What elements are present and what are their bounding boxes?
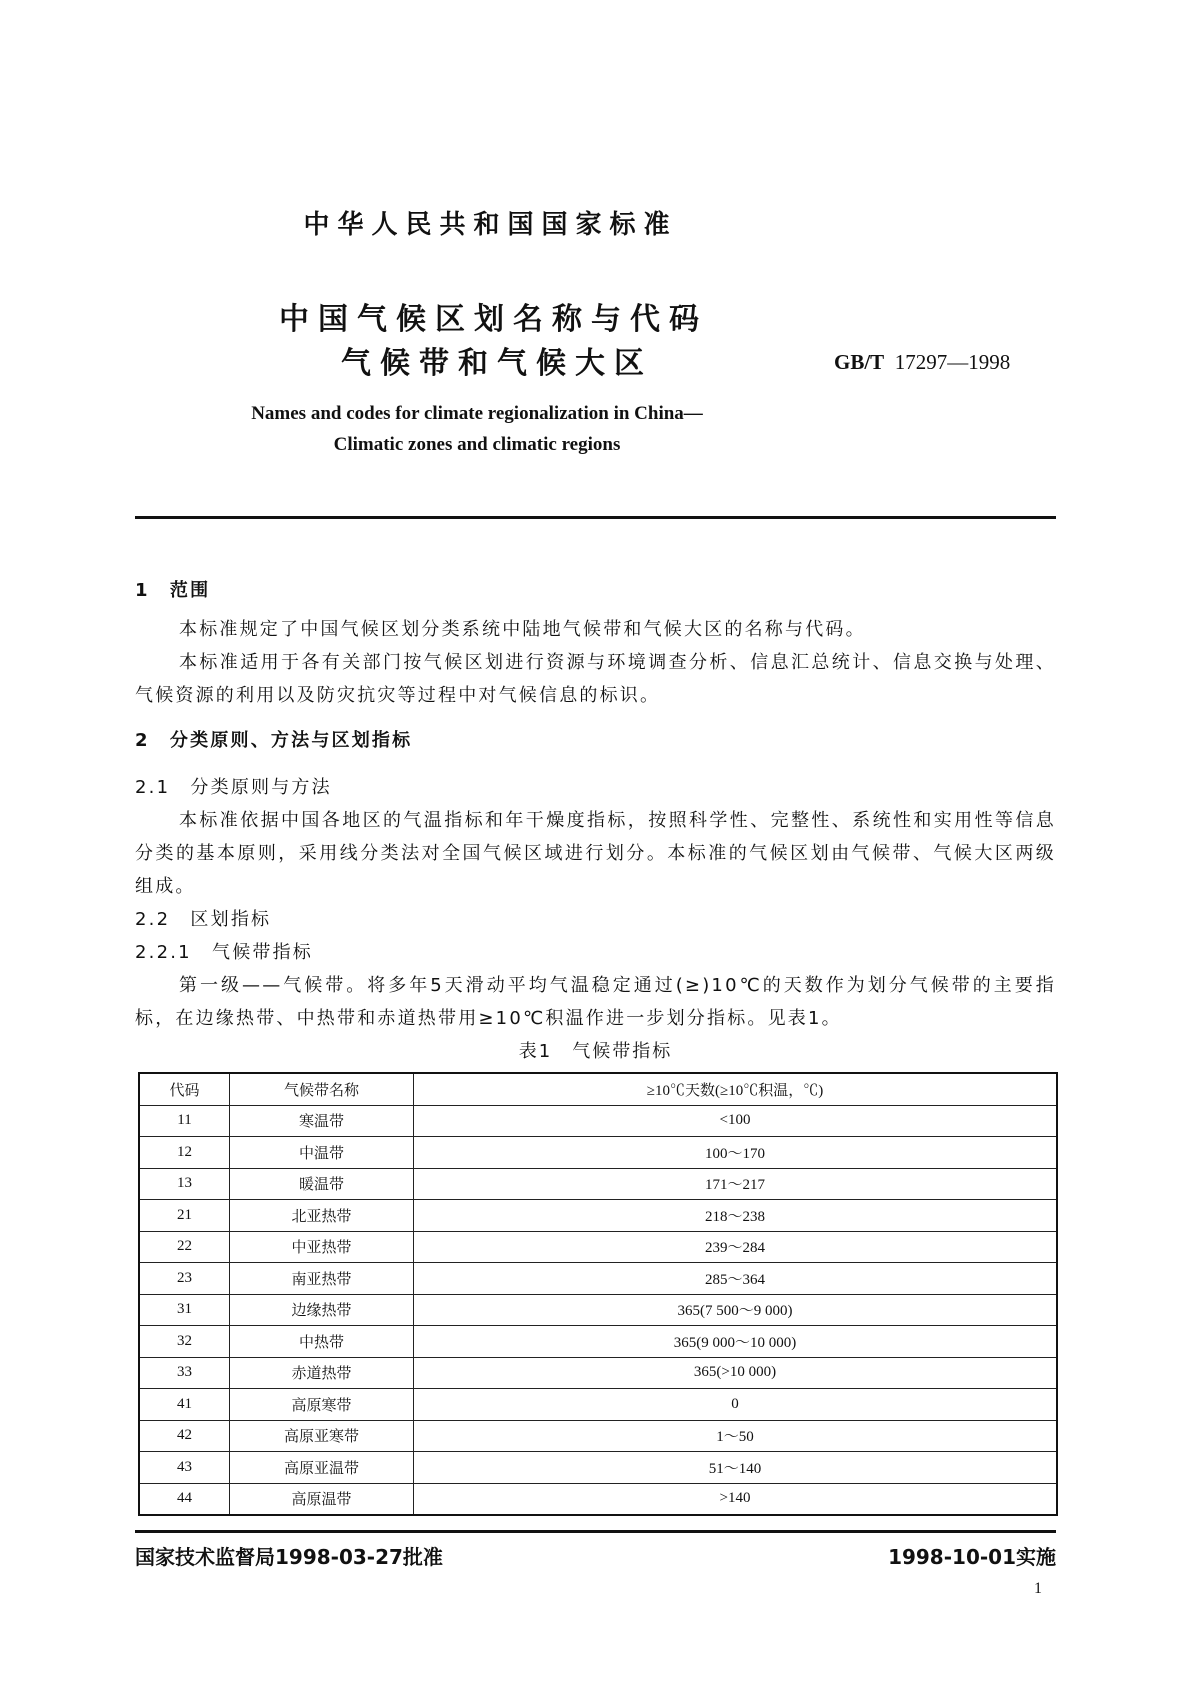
cell-days: 285～364 [414,1263,1058,1295]
english-title-line1: Names and codes for climate regionalization in China— [251,403,703,424]
cell-code: 41 [139,1389,230,1421]
table-row [139,1326,1057,1358]
header-days: ≥10℃天数(≥10℃积温，℃) [414,1073,1058,1105]
cell-zone-name: 高原温带 [230,1483,414,1515]
approval-date: 国家技术监督局1998-03-27批准 [135,1545,443,1569]
standard-code-number: 17297—1998 [894,350,1011,374]
document-title-line2: 气候带和气候大区 [341,346,653,381]
cell-zone-name: 高原亚寒带 [230,1420,414,1452]
section-2-2-1-heading: 2.2.1 气候带指标 [135,942,313,963]
cell-code: 13 [139,1168,230,1200]
table-row [139,1263,1057,1295]
section-2-heading: 2 分类原则、方法与区划指标 [135,730,413,751]
table-row [139,1294,1057,1326]
section-1-paragraph-1: 本标准规定了中国气候区划分类系统中陆地气候带和气候大区的名称与代码。 [179,619,866,640]
header-zone-name: 气候带名称 [230,1073,414,1105]
table-row [139,1389,1057,1421]
national-standard-text: 中华人民共和国国家标准 [303,210,678,240]
implementation-date: 1998-10-01实施 [888,1545,1056,1569]
cell-days: 100～170 [414,1137,1058,1169]
cell-code: 21 [139,1200,230,1232]
cell-zone-name: 高原寒带 [230,1389,414,1421]
table-1-caption: 表1 气候带指标 [518,1041,673,1062]
header-divider [135,516,1056,519]
cell-zone-name: 赤道热带 [230,1357,414,1389]
cell-code: 22 [139,1231,230,1263]
cell-code: 12 [139,1137,230,1169]
cell-code: 23 [139,1263,230,1295]
cell-zone-name: 中亚热带 [230,1231,414,1263]
cell-zone-name: 寒温带 [230,1105,414,1137]
cell-days: 51～140 [414,1452,1058,1484]
section-2-1-heading: 2.1 分类原则与方法 [135,777,332,798]
cell-days: 171～217 [414,1168,1058,1200]
cell-zone-name: 边缘热带 [230,1294,414,1326]
table-row [139,1420,1057,1452]
cell-days: 239～284 [414,1231,1058,1263]
document-body [135,574,1056,1035]
cell-zone-name: 高原亚温带 [230,1452,414,1484]
cell-days: >140 [414,1483,1058,1515]
table-row [139,1483,1057,1515]
footer-divider [135,1530,1056,1533]
cell-code: 32 [139,1326,230,1358]
table-row [139,1452,1057,1484]
cell-code: 31 [139,1294,230,1326]
climate-zone-table [138,1072,1058,1516]
cell-code: 43 [139,1452,230,1484]
section-2-2-1-paragraph: 第一级——气候带。将多年5天滑动平均气温稳定通过(≥)10℃的天数作为划分气候带的主要指标，在边缘热带、中热带和赤道热带用≥10℃积温作进一步划分指标。见表1。 [135,975,1056,1029]
page-number: 1 [1034,1580,1042,1597]
cell-zone-name: 中热带 [230,1326,414,1358]
standard-code-prefix: GB/T [834,350,885,374]
cell-days: 0 [414,1389,1058,1421]
cell-code: 33 [139,1357,230,1389]
cell-code: 11 [139,1105,230,1137]
cell-days: 218～238 [414,1200,1058,1232]
table-row [139,1357,1057,1389]
cell-zone-name: 中温带 [230,1137,414,1169]
cell-code: 44 [139,1483,230,1515]
cell-days: 365(7 500～9 000) [414,1294,1058,1326]
cell-days: <100 [414,1105,1058,1137]
section-2-2-heading: 2.2 区划指标 [135,909,272,930]
table-row [139,1200,1057,1232]
table-row [139,1105,1057,1137]
cell-days: 1～50 [414,1420,1058,1452]
cell-zone-name: 暖温带 [230,1168,414,1200]
table-row [139,1137,1057,1169]
standard-code [834,350,1010,375]
table-header-row [139,1073,1057,1105]
cell-code: 42 [139,1420,230,1452]
cell-zone-name: 北亚热带 [230,1200,414,1232]
section-1-heading: 1 范围 [135,580,211,601]
section-2-1-paragraph: 本标准依据中国各地区的气温指标和年干燥度指标，按照科学性、完整性、系统性和实用性等信息分类的基本原则，采用线分类法对全国气候区域进行划分。本标准的气候区划由气候带、气候大区两级组成。 [135,810,1056,897]
english-title-line2: Climatic zones and climatic regions [333,434,621,455]
document-title-line1: 中国气候区划名称与代码 [279,302,708,337]
header-code: 代码 [139,1073,230,1105]
cell-days: 365(>10 000) [414,1357,1058,1389]
national-standard-heading [0,204,1191,241]
cell-zone-name: 南亚热带 [230,1263,414,1295]
cell-days: 365(9 000～10 000) [414,1326,1058,1358]
section-1-paragraph-2: 本标准适用于各有关部门按气候区划进行资源与环境调查分析、信息汇总统计、信息交换与处理、气候资源的利用以及防灾抗灾等过程中对气候信息的标识。 [135,652,1056,706]
table-row [139,1231,1057,1263]
table-row [139,1168,1057,1200]
